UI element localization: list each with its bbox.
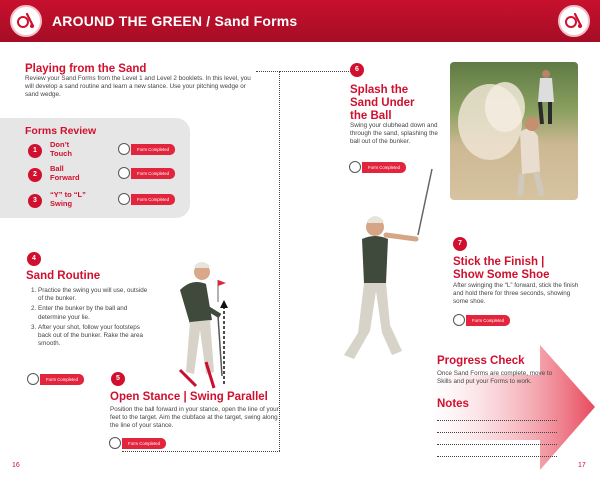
form-completed-tag: Form Completed: [131, 194, 175, 205]
bunker-splash-photo: [450, 62, 578, 200]
form-completed-checkbox[interactable]: [118, 167, 130, 179]
form-completed-tag: Form Completed: [362, 162, 406, 173]
progress-text: Once Sand Forms are complete, move to Skills and put your Forms to work.: [437, 370, 553, 386]
form-label: Ball Forward: [50, 164, 80, 182]
notes-line[interactable]: [437, 456, 557, 457]
sand-routine-steps: [24, 287, 152, 350]
open-stance-text: Position the ball forward in your stance, open the line of your feet to the target. Aim the clubface at the target, swing along the line of your stance.: [110, 406, 279, 430]
connector-line: [122, 451, 280, 452]
form-number-badge: 3: [28, 194, 42, 208]
connector-line: [256, 71, 280, 72]
form-completed-tag: Form Completed: [122, 438, 166, 449]
sand-routine-title: Sand Routine: [26, 270, 101, 282]
golfer-finish-photo: [320, 165, 440, 375]
form-completed-checkbox[interactable]: [118, 193, 130, 205]
step-number-badge: 6: [350, 63, 364, 77]
list-item: 3. After your shot, follow your footsteps back out of the bunker. Rake the area smooth.: [38, 324, 152, 349]
form-number-badge: 1: [28, 144, 42, 158]
page-title: AROUND THE GREEN / Sand Forms: [52, 13, 298, 29]
connector-line: [279, 71, 280, 451]
form-label: Don’t Touch: [50, 140, 72, 158]
form-completed-tag: Form Completed: [131, 168, 175, 179]
intro-text: Review your Sand Forms from the Level 1 and Level 2 booklets. In this level, you will develop a sand routine and learn a new stance. Use your pitching wedge or sand wedge.: [25, 75, 251, 99]
page-number-right: 17: [578, 462, 586, 469]
form-completed-checkbox[interactable]: [453, 314, 465, 326]
list-item: 2. Enter the bunker by the ball and determine your lie.: [38, 305, 152, 321]
finish-title: Stick the Finish | Show Some Shoe: [453, 256, 550, 281]
forms-review-title: Forms Review: [25, 125, 97, 137]
step-number-badge: 7: [453, 237, 467, 251]
golfer-stance-photo: [150, 250, 245, 390]
finish-text: After swinging the “L” forward, stick the finish and hold there for three seconds, showing some shoe.: [453, 282, 579, 306]
open-stance-title: Open Stance | Swing Parallel: [110, 391, 268, 403]
form-completed-tag: Form Completed: [466, 315, 510, 326]
notes-title: Notes: [437, 398, 469, 410]
splash-text: Swing your clubhead down and through the sand, splashing the ball out of the bunker.: [350, 122, 438, 146]
form-completed-checkbox[interactable]: [109, 437, 121, 449]
form-completed-checkbox[interactable]: [27, 373, 39, 385]
list-item: 1. Practice the swing you will use, outside of the bunker.: [38, 287, 152, 303]
notes-line[interactable]: [437, 420, 557, 421]
golf-logo-icon: [558, 5, 590, 37]
form-number-badge: 2: [28, 168, 42, 182]
notes-line[interactable]: [437, 444, 557, 445]
form-completed-checkbox[interactable]: [118, 143, 130, 155]
golf-logo-icon: [10, 5, 42, 37]
form-completed-tag: Form Completed: [131, 144, 175, 155]
form-completed-tag: Form Completed: [40, 374, 84, 385]
connector-line: [279, 71, 351, 72]
intro-title: Playing from the Sand: [25, 63, 147, 75]
step-number-badge: 5: [111, 372, 125, 386]
page-number-left: 16: [12, 462, 20, 469]
form-label: “Y” to “L” Swing: [50, 190, 86, 208]
notes-line[interactable]: [437, 432, 557, 433]
splash-title: Splash the Sand Under the Ball: [350, 84, 415, 122]
progress-title: Progress Check: [437, 355, 525, 367]
step-number-badge: 4: [27, 252, 41, 266]
